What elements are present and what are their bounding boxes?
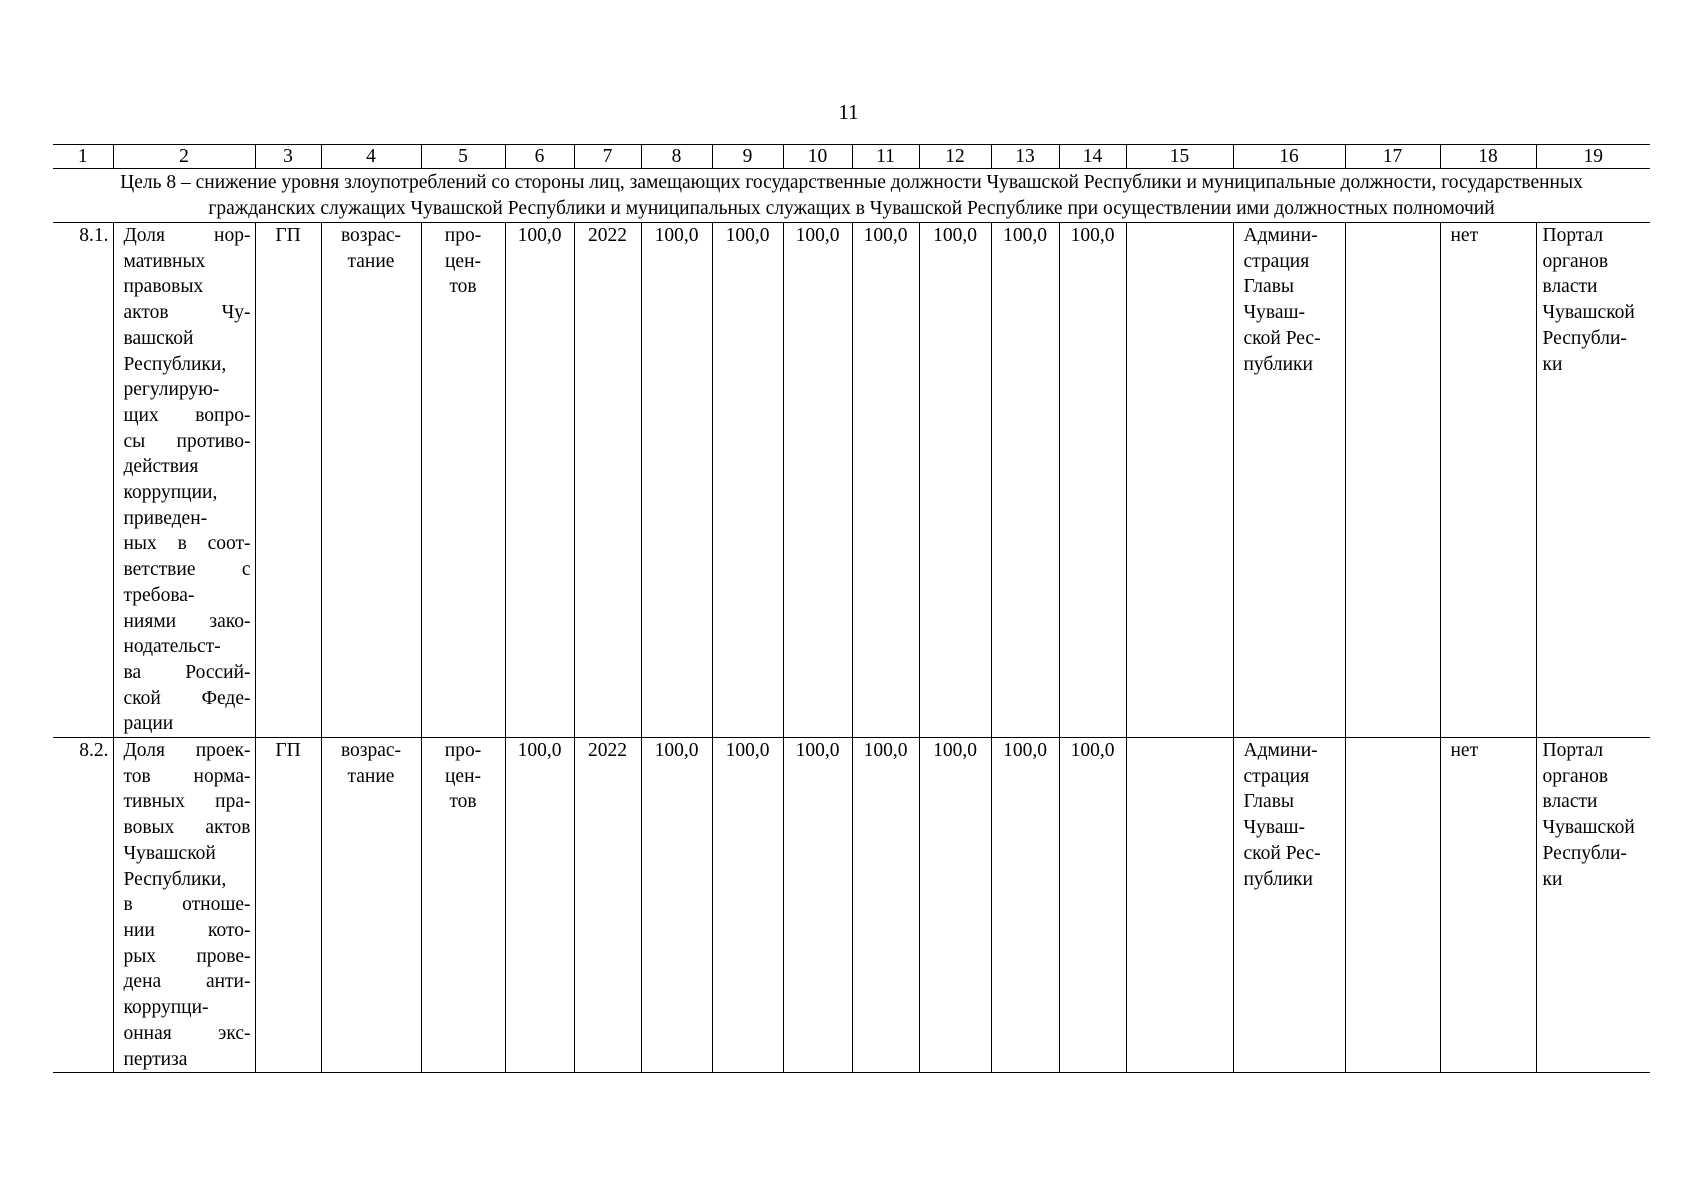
cell-line: Админи- (1243, 225, 1318, 246)
cell-c11: 100,0 (852, 738, 919, 1073)
cell-c8: 100,0 (641, 223, 712, 738)
direction (321, 223, 421, 738)
indicator-name (113, 738, 255, 1073)
cell-line: цен- (444, 250, 482, 272)
cell-c9: 100,0 (712, 223, 783, 738)
column-number-9: 9 (712, 145, 783, 169)
cell-line: нодательст- (123, 636, 221, 658)
cell-line: тов норма- (123, 765, 251, 787)
cell-c15 (1126, 738, 1233, 1073)
row-number: 8.2. (53, 738, 113, 1073)
cell-line: Республи- (1542, 327, 1627, 349)
column-number-5: 5 (421, 145, 505, 169)
cell-c8: 100,0 (641, 738, 712, 1073)
cell-line: про- (444, 740, 482, 762)
column-number-3: 3 (255, 145, 321, 169)
cell-c18: нет (1440, 738, 1536, 1073)
cell-c7: 2022 (574, 223, 641, 738)
cell-line: публики (1243, 353, 1313, 375)
column-number-16: 16 (1233, 145, 1345, 169)
cell-line: ки (1542, 353, 1563, 375)
cell-line: страция (1243, 250, 1310, 272)
cell-line: действия (123, 456, 199, 478)
cell-line: тов (449, 791, 477, 813)
cell-line: Республики, (123, 868, 227, 890)
cell-line: коррупции, (123, 482, 218, 504)
cell-line: онная экс- (123, 1022, 251, 1044)
unit (421, 223, 505, 738)
cell-line: ниями зако- (123, 610, 251, 632)
cell-line: регулирую- (123, 379, 220, 401)
indicator-name (113, 223, 255, 738)
cell-line: рых прове- (123, 945, 251, 967)
column-number-row (53, 145, 1650, 169)
direction (321, 738, 421, 1073)
program-type: ГП (255, 738, 321, 1073)
page-number: 11 (838, 100, 859, 124)
cell-line: органов (1542, 250, 1609, 272)
column-number-13: 13 (991, 145, 1059, 169)
cell-c11: 100,0 (852, 223, 919, 738)
goal-text: Цель 8 – снижение уровня злоупотреблений со стороны лиц, замещающих государственные должности Чувашской Республики и муниципальные должности, государственных гражданских служащих Чувашской Республики и муниципальных служащих в Чувашской Республике при осуществлении ими должностных полномочий (53, 169, 1650, 223)
column-number-11: 11 (852, 145, 919, 169)
table-row (53, 738, 1650, 1073)
cell-line: Доля проек- (123, 740, 251, 762)
cell-line: в отноше- (123, 894, 251, 916)
cell-c13: 100,0 (991, 738, 1059, 1073)
data-source (1536, 738, 1650, 1073)
indicators-table (53, 144, 1650, 1073)
cell-line: ской Рес- (1243, 842, 1321, 864)
cell-line: Чуваш- (1243, 817, 1306, 839)
cell-line: тание (347, 250, 395, 272)
cell-line: публики (1243, 868, 1313, 890)
cell-line: страция (1243, 765, 1310, 787)
cell-c17 (1345, 738, 1440, 1073)
cell-line: приведен- (123, 507, 208, 529)
cell-line: рации (123, 713, 174, 735)
cell-c7: 2022 (574, 738, 641, 1073)
cell-line: органов (1542, 765, 1609, 787)
cell-line: Республики, (123, 353, 227, 375)
cell-line: Админи- (1243, 740, 1318, 762)
column-number-10: 10 (783, 145, 852, 169)
cell-line: тивных пра- (123, 791, 251, 813)
cell-line: возрас- (340, 740, 402, 762)
cell-line: власти (1542, 791, 1598, 813)
cell-line: Портал (1542, 225, 1604, 246)
program-type: ГП (255, 223, 321, 738)
cell-line: нии кото- (123, 919, 251, 941)
cell-line: Чувашской (1542, 817, 1635, 839)
cell-line: тание (347, 765, 395, 787)
column-number-17: 17 (1345, 145, 1440, 169)
cell-line: требова- (123, 584, 195, 606)
column-number-7: 7 (574, 145, 641, 169)
cell-line: ветствие с (123, 559, 251, 581)
cell-line: Республи- (1542, 842, 1627, 864)
cell-line: вашской (123, 327, 194, 349)
column-number-19: 19 (1536, 145, 1650, 169)
unit (421, 738, 505, 1073)
cell-line: Главы (1243, 276, 1295, 298)
column-number-18: 18 (1440, 145, 1536, 169)
cell-line: мативных (123, 250, 206, 272)
cell-line: Чувашской (1542, 302, 1635, 324)
cell-line: щих вопро- (123, 404, 251, 426)
goal-row (53, 169, 1650, 223)
cell-c10: 100,0 (783, 223, 852, 738)
table-row (53, 223, 1650, 738)
cell-c12: 100,0 (919, 738, 991, 1073)
cell-line: пертиза (123, 1048, 188, 1070)
cell-line: ской Феде- (123, 687, 251, 709)
cell-c6: 100,0 (505, 738, 574, 1073)
cell-line: ской Рес- (1243, 327, 1321, 349)
cell-line: Главы (1243, 791, 1295, 813)
cell-line: Чувашской (123, 842, 216, 864)
cell-line: ки (1542, 868, 1563, 890)
cell-c14: 100,0 (1059, 738, 1126, 1073)
column-number-8: 8 (641, 145, 712, 169)
cell-c9: 100,0 (712, 738, 783, 1073)
cell-c15 (1126, 223, 1233, 738)
cell-c10: 100,0 (783, 738, 852, 1073)
cell-line: правовых (123, 276, 204, 298)
cell-line: сы противо- (123, 430, 251, 452)
responsible (1233, 738, 1345, 1073)
column-number-1: 1 (53, 145, 113, 169)
cell-c13: 100,0 (991, 223, 1059, 738)
cell-line: актов Чу- (123, 302, 251, 324)
cell-line: ных в соот- (123, 533, 251, 555)
column-number-15: 15 (1126, 145, 1233, 169)
data-source (1536, 223, 1650, 738)
column-number-4: 4 (321, 145, 421, 169)
responsible (1233, 223, 1345, 738)
cell-line: про- (444, 225, 482, 246)
cell-line: дена анти- (123, 971, 251, 993)
cell-line: Доля нор- (123, 225, 251, 246)
cell-c14: 100,0 (1059, 223, 1126, 738)
cell-c17 (1345, 223, 1440, 738)
cell-line: Чуваш- (1243, 302, 1306, 324)
cell-line: возрас- (340, 225, 402, 246)
column-number-6: 6 (505, 145, 574, 169)
cell-line: Портал (1542, 740, 1604, 762)
cell-line: цен- (444, 765, 482, 787)
cell-c6: 100,0 (505, 223, 574, 738)
row-number: 8.1. (53, 223, 113, 738)
cell-c18: нет (1440, 223, 1536, 738)
cell-c12: 100,0 (919, 223, 991, 738)
cell-line: коррупци- (123, 997, 209, 1019)
cell-line: ва Россий- (123, 661, 251, 683)
column-number-12: 12 (919, 145, 991, 169)
column-number-14: 14 (1059, 145, 1126, 169)
column-number-2: 2 (113, 145, 255, 169)
cell-line: вовых актов (123, 817, 251, 839)
cell-line: тов (449, 276, 477, 298)
cell-line: власти (1542, 276, 1598, 298)
